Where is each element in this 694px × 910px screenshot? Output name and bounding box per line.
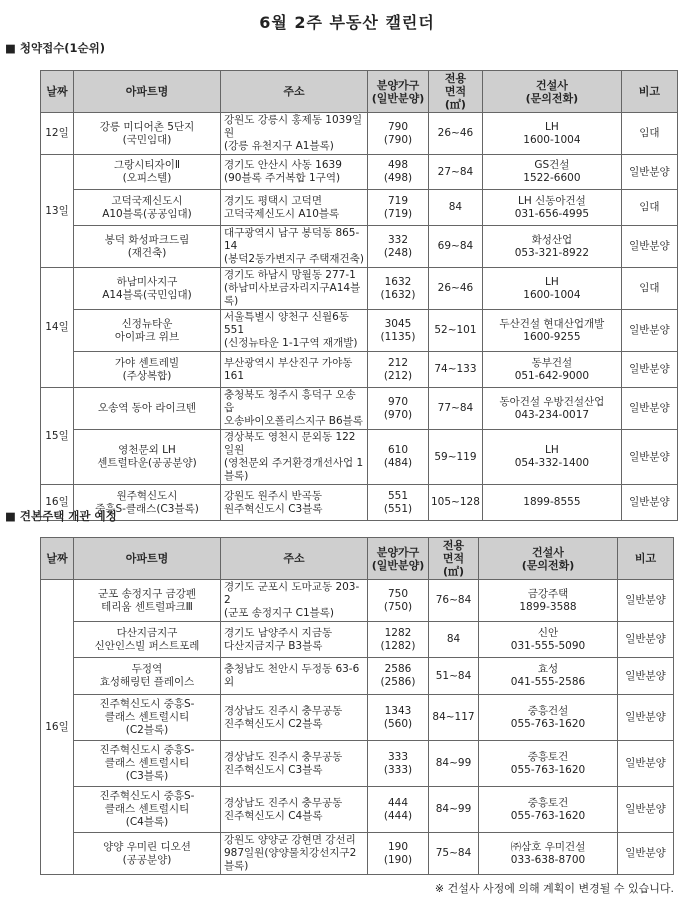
units-cell: 1632 (1632) (368, 268, 429, 310)
addr-cell: 경상남도 진주시 충무공동 진주혁신도시 C2블록 (221, 695, 368, 741)
addr-cell: 강원도 양양군 강현면 강선리 987일원(양양물치강선지구2블록) (221, 833, 368, 875)
addr-cell: 경기도 하남시 망월동 277-1 (하남미사보금자리지구A14블록) (221, 268, 368, 310)
footnote: ※ 건설사 사정에 의해 계획이 변경될 수 있습니다. (434, 882, 674, 895)
builder-cell: 중흥토건 055-763-1620 (479, 741, 618, 787)
note-cell: 일반분양 (621, 485, 677, 521)
area-cell: 84~99 (429, 787, 479, 833)
units-cell: 444 (444) (368, 787, 429, 833)
table-row (41, 622, 674, 658)
apt-cell: 그랑시티자이Ⅱ (오피스텔) (74, 155, 221, 190)
date-cell: 12일 (41, 113, 74, 155)
units-cell: 3045 (1135) (368, 310, 429, 352)
table-row (41, 113, 678, 155)
units-cell: 2586 (2586) (368, 658, 429, 695)
builder-cell: 금강주택 1899-3588 (479, 580, 618, 622)
header-units: 분양가구 (일반분양) (368, 71, 429, 113)
table-row (41, 352, 678, 388)
header-builder: 건설사 (문의전화) (482, 71, 621, 113)
table-row (41, 388, 678, 430)
header-addr: 주소 (221, 71, 368, 113)
addr-cell: 충청북도 청주시 흥덕구 오송읍 오송바이오폴리스지구 B6블록 (221, 388, 368, 430)
note-cell: 일반분양 (621, 226, 677, 268)
addr-cell: 경기도 남양주시 지금동 다산지금지구 B3블록 (221, 622, 368, 658)
apt-cell: 가야 센트레빌 (주상복합) (74, 352, 221, 388)
header-area: 전용 면적 (㎡) (429, 71, 483, 113)
apt-cell: 다산지금지구 신안인스빌 퍼스트포레 (74, 622, 221, 658)
area-cell: 52~101 (429, 310, 483, 352)
apt-cell: 신정뉴타운 아이파크 위브 (74, 310, 221, 352)
apt-cell: 진주혁신도시 중흥S- 클래스 센트럴시티 (C2블록) (74, 695, 221, 741)
table-row (41, 190, 678, 226)
date-cell: 15일 (41, 388, 74, 485)
area-cell: 84~117 (429, 695, 479, 741)
table-row (41, 787, 674, 833)
addr-cell: 경기도 군포시 도마교동 203-2 (군포 송정지구 C1블록) (221, 580, 368, 622)
addr-cell: 충청남도 천안시 두정동 63-6외 (221, 658, 368, 695)
header-area: 전용 면적 (㎡) (429, 538, 479, 580)
section-title-model-house: ■ 견본주택 개관 예정 (5, 509, 117, 523)
model-house-table (40, 537, 674, 875)
subscription-table (40, 70, 678, 521)
table-row (41, 695, 674, 741)
note-cell: 일반분양 (621, 430, 677, 485)
note-cell: 일반분양 (618, 741, 674, 787)
area-cell: 74~133 (429, 352, 483, 388)
units-cell: 750 (750) (368, 580, 429, 622)
units-cell: 332 (248) (368, 226, 429, 268)
table-row (41, 226, 678, 268)
area-cell: 84 (429, 622, 479, 658)
table-row (41, 430, 678, 485)
addr-cell: 강원도 강릉시 홍제동 1039일원 (강릉 유천지구 A1블록) (221, 113, 368, 155)
units-cell: 212 (212) (368, 352, 429, 388)
builder-cell: LH 1600-1004 (482, 268, 621, 310)
note-cell: 일반분양 (621, 155, 677, 190)
header-note: 비고 (621, 71, 677, 113)
builder-cell: 중흥토건 055-763-1620 (479, 787, 618, 833)
header-units: 분양가구 (일반분양) (368, 538, 429, 580)
units-cell: 970 (970) (368, 388, 429, 430)
units-cell: 1343 (560) (368, 695, 429, 741)
note-cell: 임대 (621, 268, 677, 310)
builder-cell: 동아건설 우방건설산업 043-234-0017 (482, 388, 621, 430)
table-row (41, 833, 674, 875)
area-cell: 51~84 (429, 658, 479, 695)
area-cell: 77~84 (429, 388, 483, 430)
builder-cell: GS건설 1522-6600 (482, 155, 621, 190)
builder-cell: ㈜삼호 우미건설 033-638-8700 (479, 833, 618, 875)
builder-cell: 효성 041-555-2586 (479, 658, 618, 695)
area-cell: 27~84 (429, 155, 483, 190)
date-cell: 16일 (41, 485, 74, 521)
builder-cell: LH 1600-1004 (482, 113, 621, 155)
note-cell: 일반분양 (618, 787, 674, 833)
apt-cell: 두정역 효성해링턴 플레이스 (74, 658, 221, 695)
addr-cell: 경기도 안산시 사동 1639 (90블록 주거복합 1구역) (221, 155, 368, 190)
units-cell: 190 (190) (368, 833, 429, 875)
header-date: 날짜 (41, 71, 74, 113)
builder-cell: LH 054-332-1400 (482, 430, 621, 485)
apt-cell: 하남미사지구 A14블록(국민임대) (74, 268, 221, 310)
apt-cell: 봉덕 화성파크드림 (재건축) (74, 226, 221, 268)
note-cell: 일반분양 (621, 352, 677, 388)
note-cell: 일반분양 (618, 695, 674, 741)
apt-cell: 강릉 미디어촌 5단지 (국민임대) (74, 113, 221, 155)
builder-cell: 중흥건설 055-763-1620 (479, 695, 618, 741)
builder-cell: 두산건설 현대산업개발 1600-9255 (482, 310, 621, 352)
note-cell: 일반분양 (618, 658, 674, 695)
note-cell: 일반분양 (618, 580, 674, 622)
apt-cell: 고덕국제신도시 A10블록(공공임대) (74, 190, 221, 226)
table-row (41, 485, 678, 521)
area-cell: 84~99 (429, 741, 479, 787)
apt-cell: 진주혁신도시 중흥S- 클래스 센트럴시티 (C3블록) (74, 741, 221, 787)
note-cell: 일반분양 (621, 388, 677, 430)
units-cell: 790 (790) (368, 113, 429, 155)
area-cell: 76~84 (429, 580, 479, 622)
addr-cell: 대구광역시 남구 봉덕동 865-14 (봉덕2동가변지구 주택재건축) (221, 226, 368, 268)
units-cell: 719 (719) (368, 190, 429, 226)
apt-cell: 진주혁신도시 중흥S- 클래스 센트럴시티 (C4블록) (74, 787, 221, 833)
note-cell: 임대 (621, 190, 677, 226)
addr-cell: 강원도 원주시 반곡동 원주혁신도시 C3블록 (221, 485, 368, 521)
date-cell: 16일 (41, 580, 74, 875)
page-title: 6월 2주 부동산 캘린더 (259, 13, 435, 32)
addr-cell: 부산광역시 부산진구 가야동 161 (221, 352, 368, 388)
area-cell: 69~84 (429, 226, 483, 268)
area-cell: 75~84 (429, 833, 479, 875)
area-cell: 84 (429, 190, 483, 226)
addr-cell: 경상남도 진주시 충무공동 진주혁신도시 C4블록 (221, 787, 368, 833)
header-addr: 주소 (221, 538, 368, 580)
units-cell: 551 (551) (368, 485, 429, 521)
builder-cell: 1899-8555 (482, 485, 621, 521)
units-cell: 1282 (1282) (368, 622, 429, 658)
section-title-subscription: ■ 청약접수(1순위) (5, 41, 106, 55)
note-cell: 일반분양 (618, 622, 674, 658)
addr-cell: 경상북도 영천시 문외동 122일원 (영천문외 주거환경개선사업 1블록) (221, 430, 368, 485)
area-cell: 26~46 (429, 113, 483, 155)
table-row (41, 268, 678, 310)
addr-cell: 서울특별시 양천구 신월6동 551 (신정뉴타운 1-1구역 재개발) (221, 310, 368, 352)
table-row (41, 310, 678, 352)
note-cell: 일반분양 (621, 310, 677, 352)
header-apt: 아파트명 (74, 71, 221, 113)
date-cell: 13일 (41, 155, 74, 268)
header-builder: 건설사 (문의전화) (479, 538, 618, 580)
units-cell: 610 (484) (368, 430, 429, 485)
apt-cell: 원주혁신도시 중흥S-클래스(C3블록) (74, 485, 221, 521)
area-cell: 26~46 (429, 268, 483, 310)
addr-cell: 경기도 평택시 고덕면 고덕국제신도시 A10블록 (221, 190, 368, 226)
header-date: 날짜 (41, 538, 74, 580)
apt-cell: 오송역 동아 라이크텐 (74, 388, 221, 430)
note-cell: 일반분양 (618, 833, 674, 875)
area-cell: 59~119 (429, 430, 483, 485)
header-note: 비고 (618, 538, 674, 580)
builder-cell: LH 신동아건설 031-656-4995 (482, 190, 621, 226)
header-apt: 아파트명 (74, 538, 221, 580)
units-cell: 333 (333) (368, 741, 429, 787)
addr-cell: 경상남도 진주시 충무공동 진주혁신도시 C3블록 (221, 741, 368, 787)
apt-cell: 군포 송정지구 금강펜 테리움 센트럴파크Ⅲ (74, 580, 221, 622)
date-cell: 14일 (41, 268, 74, 388)
table-row (41, 658, 674, 695)
apt-cell: 영천문외 LH 센트럴타운(공공분양) (74, 430, 221, 485)
units-cell: 498 (498) (368, 155, 429, 190)
apt-cell: 양양 우미린 디오션 (공공분양) (74, 833, 221, 875)
builder-cell: 신안 031-555-5090 (479, 622, 618, 658)
builder-cell: 동부건설 051-642-9000 (482, 352, 621, 388)
table-row (41, 741, 674, 787)
note-cell: 임대 (621, 113, 677, 155)
table-row (41, 155, 678, 190)
area-cell: 105~128 (429, 485, 483, 521)
builder-cell: 화성산업 053-321-8922 (482, 226, 621, 268)
table-row (41, 580, 674, 622)
